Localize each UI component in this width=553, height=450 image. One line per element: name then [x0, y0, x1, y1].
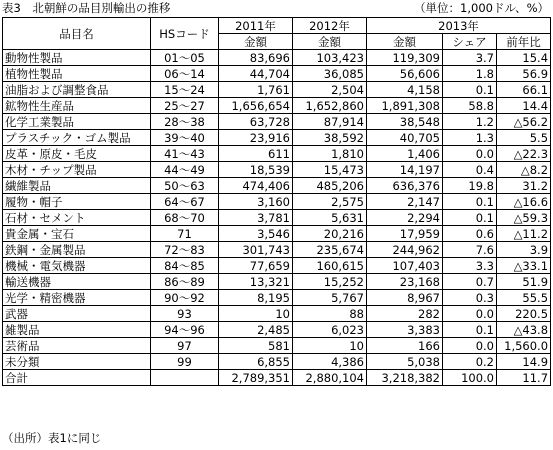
- row-amount-2011: 1,761: [219, 82, 293, 98]
- row-amount-2013: 23,168: [367, 274, 443, 290]
- row-share: 19.8: [443, 178, 497, 194]
- table-row: [3, 306, 551, 322]
- row-yoy: △8.2: [497, 162, 551, 178]
- row-hs-code: 68～70: [151, 210, 219, 226]
- table-row: [3, 98, 551, 114]
- row-share: 3.3: [443, 258, 497, 274]
- table-row: [3, 162, 551, 178]
- row-hs-code: 71: [151, 226, 219, 242]
- row-amount-2013: 166: [367, 338, 443, 354]
- row-name: 機械・電気機器: [3, 258, 151, 274]
- row-hs-code: 90～92: [151, 290, 219, 306]
- row-amount-2013: 107,403: [367, 258, 443, 274]
- row-hs-code: 01～05: [151, 50, 219, 66]
- header-share: シェア: [443, 34, 497, 50]
- row-name: 植物性製品: [3, 66, 151, 82]
- row-name: 貴金属・宝石: [3, 226, 151, 242]
- header-2011: 2011年: [219, 18, 293, 34]
- row-name: 繊維製品: [3, 178, 151, 194]
- row-amount-2013: 8,967: [367, 290, 443, 306]
- total-2013: 3,218,382: [367, 370, 443, 386]
- row-amount-2011: 8,195: [219, 290, 293, 306]
- table-row: [3, 146, 551, 162]
- row-amount-2012: 6,023: [293, 322, 367, 338]
- table-title: 表3 北朝鮮の品目別輸出の推移: [2, 1, 171, 15]
- row-amount-2013: 244,962: [367, 242, 443, 258]
- row-name: 履物・帽子: [3, 194, 151, 210]
- row-amount-2011: 301,743: [219, 242, 293, 258]
- row-hs-code: 28～38: [151, 114, 219, 130]
- row-name: プラスチック・ゴム製品: [3, 130, 151, 146]
- row-name: 雑製品: [3, 322, 151, 338]
- row-yoy: △16.6: [497, 194, 551, 210]
- row-amount-2011: 10: [219, 306, 293, 322]
- row-yoy: 55.5: [497, 290, 551, 306]
- header-hs-code: HSコード: [151, 18, 219, 50]
- row-amount-2011: 1,656,654: [219, 98, 293, 114]
- row-share: 0.6: [443, 226, 497, 242]
- row-amount-2012: 10: [293, 338, 367, 354]
- row-amount-2013: 4,158: [367, 82, 443, 98]
- row-amount-2011: 3,160: [219, 194, 293, 210]
- row-amount-2012: 87,914: [293, 114, 367, 130]
- row-name: 未分類: [3, 354, 151, 370]
- row-amount-2011: 23,916: [219, 130, 293, 146]
- row-share: 0.7: [443, 274, 497, 290]
- row-yoy: 56.9: [497, 66, 551, 82]
- row-amount-2012: 88: [293, 306, 367, 322]
- row-amount-2011: 63,728: [219, 114, 293, 130]
- row-amount-2013: 636,376: [367, 178, 443, 194]
- source-note: （出所）表1に同じ: [2, 431, 102, 445]
- row-hs-code: 50～63: [151, 178, 219, 194]
- row-hs-code: 06～14: [151, 66, 219, 82]
- header-yoy: 前年比: [497, 34, 551, 50]
- row-name: 鉄鋼・金属製品: [3, 242, 151, 258]
- row-amount-2013: 282: [367, 306, 443, 322]
- row-yoy: △56.2: [497, 114, 551, 130]
- row-hs-code: 15～24: [151, 82, 219, 98]
- row-name: 木材・チップ製品: [3, 162, 151, 178]
- row-amount-2013: 17,959: [367, 226, 443, 242]
- row-name: 動物性製品: [3, 50, 151, 66]
- row-amount-2013: 14,197: [367, 162, 443, 178]
- row-amount-2013: 1,891,308: [367, 98, 443, 114]
- row-share: 3.7: [443, 50, 497, 66]
- row-yoy: 220.5: [497, 306, 551, 322]
- table-row: [3, 50, 551, 66]
- table-row: [3, 114, 551, 130]
- table-row: [3, 354, 551, 370]
- total-share: 100.0: [443, 370, 497, 386]
- row-hs-code: 64～67: [151, 194, 219, 210]
- row-share: 0.1: [443, 322, 497, 338]
- row-name: 芸術品: [3, 338, 151, 354]
- table-row: [3, 194, 551, 210]
- row-amount-2011: 581: [219, 338, 293, 354]
- row-share: 0.3: [443, 290, 497, 306]
- row-hs-code: 72～83: [151, 242, 219, 258]
- table-row: [3, 210, 551, 226]
- row-yoy: 1,560.0: [497, 338, 551, 354]
- row-amount-2012: 15,473: [293, 162, 367, 178]
- row-amount-2011: 44,704: [219, 66, 293, 82]
- row-share: 7.6: [443, 242, 497, 258]
- table-row: [3, 322, 551, 338]
- row-amount-2012: 15,252: [293, 274, 367, 290]
- row-yoy: △33.1: [497, 258, 551, 274]
- row-amount-2011: 3,781: [219, 210, 293, 226]
- row-name: 皮革・原皮・毛皮: [3, 146, 151, 162]
- table-caption: [2, 1, 551, 16]
- row-amount-2012: 36,085: [293, 66, 367, 82]
- row-hs-code: 39～40: [151, 130, 219, 146]
- row-share: 1.3: [443, 130, 497, 146]
- row-amount-2012: 4,386: [293, 354, 367, 370]
- table-row: [3, 130, 551, 146]
- row-amount-2013: 56,606: [367, 66, 443, 82]
- row-hs-code: 99: [151, 354, 219, 370]
- row-amount-2011: 2,485: [219, 322, 293, 338]
- row-hs-code: 84～85: [151, 258, 219, 274]
- row-name: 輸送機器: [3, 274, 151, 290]
- row-amount-2012: 1,810: [293, 146, 367, 162]
- row-share: 0.0: [443, 146, 497, 162]
- row-hs-code: 86～89: [151, 274, 219, 290]
- row-share: 0.0: [443, 306, 497, 322]
- row-share: 0.2: [443, 354, 497, 370]
- row-amount-2011: 474,406: [219, 178, 293, 194]
- table-body: [3, 50, 551, 370]
- row-name: 油脂および調整食品: [3, 82, 151, 98]
- row-amount-2012: 2,504: [293, 82, 367, 98]
- total-label: 合計: [3, 370, 151, 386]
- row-amount-2013: 5,038: [367, 354, 443, 370]
- header-item: 品目名: [3, 18, 151, 50]
- row-share: 0.1: [443, 82, 497, 98]
- row-hs-code: 25～27: [151, 98, 219, 114]
- row-share: 0.0: [443, 338, 497, 354]
- row-amount-2011: 83,696: [219, 50, 293, 66]
- row-amount-2011: 611: [219, 146, 293, 162]
- total-code: [151, 370, 219, 386]
- table-row: [3, 258, 551, 274]
- row-amount-2011: 3,546: [219, 226, 293, 242]
- row-hs-code: 94～96: [151, 322, 219, 338]
- row-amount-2012: 160,615: [293, 258, 367, 274]
- header-2013: 2013年: [367, 18, 551, 34]
- row-share: 1.8: [443, 66, 497, 82]
- row-amount-2013: 38,548: [367, 114, 443, 130]
- row-hs-code: 41～43: [151, 146, 219, 162]
- row-share: 0.1: [443, 210, 497, 226]
- total-2012: 2,880,104: [293, 370, 367, 386]
- row-amount-2013: 40,705: [367, 130, 443, 146]
- row-amount-2012: 38,592: [293, 130, 367, 146]
- row-amount-2013: 1,406: [367, 146, 443, 162]
- row-amount-2012: 103,423: [293, 50, 367, 66]
- row-amount-2011: 18,539: [219, 162, 293, 178]
- row-amount-2012: 1,652,860: [293, 98, 367, 114]
- table-row: [3, 242, 551, 258]
- row-yoy: 66.1: [497, 82, 551, 98]
- row-amount-2012: 2,575: [293, 194, 367, 210]
- row-yoy: △11.2: [497, 226, 551, 242]
- row-amount-2012: 235,674: [293, 242, 367, 258]
- unit-note: （単位：1,000ドル、%）: [414, 1, 549, 15]
- row-yoy: 3.9: [497, 242, 551, 258]
- row-share: 0.4: [443, 162, 497, 178]
- row-yoy: 5.5: [497, 130, 551, 146]
- total-row: [3, 370, 551, 386]
- total-yoy: 11.7: [497, 370, 551, 386]
- header-row-years: [3, 18, 551, 34]
- row-yoy: 31.2: [497, 178, 551, 194]
- header-amount-2013: 金額: [367, 34, 443, 50]
- row-amount-2012: 5,631: [293, 210, 367, 226]
- row-amount-2013: 2,294: [367, 210, 443, 226]
- row-yoy: △43.8: [497, 322, 551, 338]
- table-row: [3, 66, 551, 82]
- row-amount-2011: 13,321: [219, 274, 293, 290]
- row-yoy: 14.9: [497, 354, 551, 370]
- total-2011: 2,789,351: [219, 370, 293, 386]
- row-yoy: 14.4: [497, 98, 551, 114]
- row-amount-2013: 119,309: [367, 50, 443, 66]
- table-row: [3, 226, 551, 242]
- row-share: 58.8: [443, 98, 497, 114]
- table-row: [3, 82, 551, 98]
- row-hs-code: 93: [151, 306, 219, 322]
- table-row: [3, 290, 551, 306]
- row-amount-2011: 77,659: [219, 258, 293, 274]
- row-yoy: △22.3: [497, 146, 551, 162]
- row-name: 光学・精密機器: [3, 290, 151, 306]
- row-amount-2013: 2,147: [367, 194, 443, 210]
- export-table: [2, 17, 551, 386]
- row-amount-2011: 6,855: [219, 354, 293, 370]
- row-amount-2012: 485,206: [293, 178, 367, 194]
- table-row: [3, 338, 551, 354]
- row-name: 武器: [3, 306, 151, 322]
- table-row: [3, 274, 551, 290]
- row-amount-2012: 20,216: [293, 226, 367, 242]
- row-name: 鉱物性生産品: [3, 98, 151, 114]
- row-yoy: 15.4: [497, 50, 551, 66]
- row-hs-code: 44～49: [151, 162, 219, 178]
- row-yoy: 51.9: [497, 274, 551, 290]
- header-amount-2012: 金額: [293, 34, 367, 50]
- row-share: 1.2: [443, 114, 497, 130]
- header-amount-2011: 金額: [219, 34, 293, 50]
- row-name: 石材・セメント: [3, 210, 151, 226]
- row-amount-2012: 5,767: [293, 290, 367, 306]
- header-2012: 2012年: [293, 18, 367, 34]
- row-hs-code: 97: [151, 338, 219, 354]
- row-amount-2013: 3,383: [367, 322, 443, 338]
- table-row: [3, 178, 551, 194]
- row-name: 化学工業製品: [3, 114, 151, 130]
- row-share: 0.1: [443, 194, 497, 210]
- row-yoy: △59.3: [497, 210, 551, 226]
